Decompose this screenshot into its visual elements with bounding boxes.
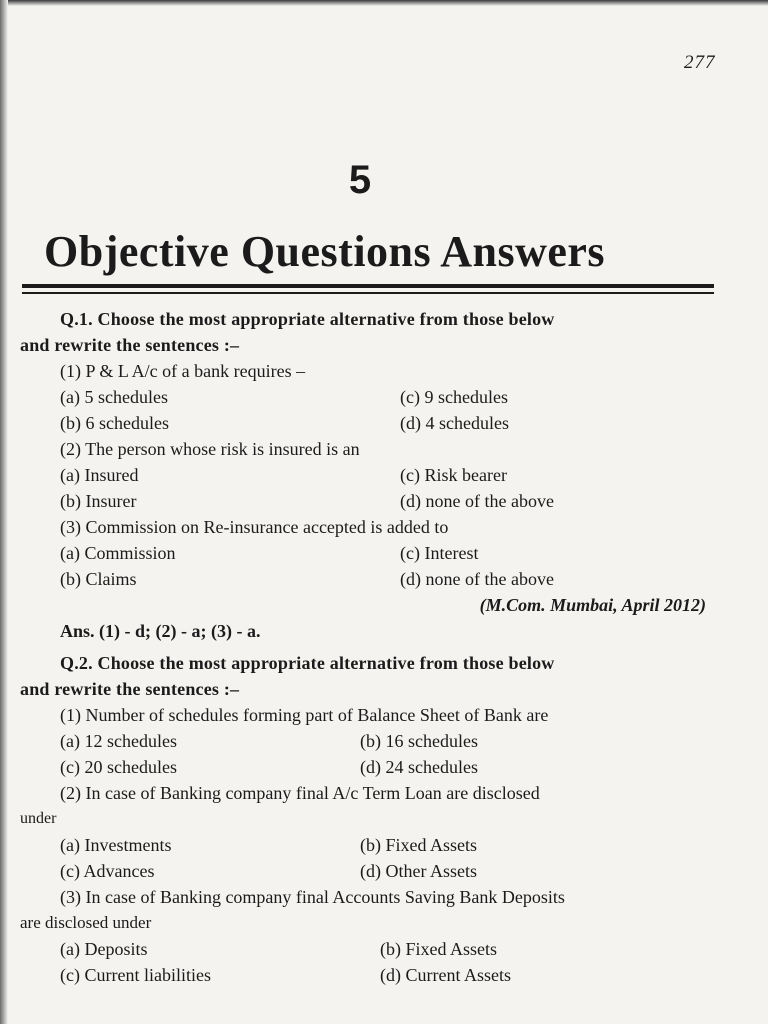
page-left-edge xyxy=(0,0,8,1024)
q2-heading xyxy=(20,650,710,702)
q1-heading-line1: Q.1. Choose the most appropriate alternative from those below xyxy=(60,309,555,329)
page-number: 277 xyxy=(684,52,716,73)
q1-item1-option-a: (a) 5 schedules xyxy=(60,387,168,407)
q2-item2-option-a: (a) Investments xyxy=(60,835,172,855)
chapter-number: 5 xyxy=(348,158,372,202)
title-rule-thick xyxy=(22,284,714,288)
q1-item3-option-b: (b) Claims xyxy=(60,569,137,589)
q1-item2-option-d: (d) none of the above xyxy=(400,491,554,511)
q2-item3-stem: (3) In case of Banking company final Accounts Saving Bank Deposits xyxy=(60,887,565,907)
q1-heading-line2: and rewrite the sentences :– xyxy=(20,335,240,355)
q2-item2-options-row2 xyxy=(20,858,710,884)
q2-item2-option-d: (d) Other Assets xyxy=(360,861,477,881)
q2-item1-option-d: (d) 24 schedules xyxy=(360,757,478,777)
q2-item2-options-row1 xyxy=(20,832,710,858)
q2-item3-option-b: (b) Fixed Assets xyxy=(380,939,497,959)
q2-item1-option-a: (a) 12 schedules xyxy=(60,731,177,751)
q1-item2-options-row2 xyxy=(20,488,710,514)
q2-item1-option-b: (b) 16 schedules xyxy=(360,731,478,751)
q1-item2-option-a: (a) Insured xyxy=(60,465,139,485)
q1-item2-option-c: (c) Risk bearer xyxy=(400,465,507,485)
q2-item2-option-b: (b) Fixed Assets xyxy=(360,835,477,855)
q1-source: (M.Com. Mumbai, April 2012) xyxy=(479,595,706,615)
q2-item2-option-c: (c) Advances xyxy=(60,861,155,881)
q1-item1-option-b: (b) 6 schedules xyxy=(60,413,169,433)
q2-heading-line1: Q.2. Choose the most appropriate alternative from those below xyxy=(60,653,555,673)
page-top-edge xyxy=(0,0,768,6)
q2-item1-stem: (1) Number of schedules forming part of Balance Sheet of Bank are xyxy=(60,705,549,725)
q1-item3-option-c: (c) Interest xyxy=(400,543,479,563)
questions-body xyxy=(20,306,710,988)
title-rule-thin xyxy=(22,292,714,294)
q1-item3-stem: (3) Commission on Re-insurance accepted is added to xyxy=(60,517,449,537)
q1-item3-option-d: (d) none of the above xyxy=(400,569,554,589)
q2-item1-option-c: (c) 20 schedules xyxy=(60,757,177,777)
q1-item3-options-row2 xyxy=(20,566,710,592)
q1-item1-options-row1 xyxy=(20,384,710,410)
q2-item1-options-row1 xyxy=(20,728,710,754)
q1-heading xyxy=(20,306,710,358)
q1-item2-stem: (2) The person whose risk is insured is an xyxy=(60,439,360,459)
q2-item3-option-c: (c) Current liabilities xyxy=(60,965,211,985)
q1-answer: Ans. (1) - d; (2) - a; (3) - a. xyxy=(60,621,261,641)
q2-item3-option-d: (d) Current Assets xyxy=(380,965,511,985)
q1-item1-stem: (1) P & L A/c of a bank requires – xyxy=(60,361,306,381)
q2-heading-line2: and rewrite the sentences :– xyxy=(20,679,240,699)
chapter-title: Objective Questions Answers xyxy=(44,227,606,276)
q2-item2-stem: (2) In case of Banking company final A/c Term Loan are disclosed xyxy=(60,783,540,803)
q1-item2-option-b: (b) Insurer xyxy=(60,491,137,511)
q1-item3-option-a: (a) Commission xyxy=(60,543,176,563)
q2-item3-options-row2 xyxy=(20,962,710,988)
q2-item1-options-row2 xyxy=(20,754,710,780)
q1-item1-option-c: (c) 9 schedules xyxy=(400,387,508,407)
q2-item3-option-a: (a) Deposits xyxy=(60,939,148,959)
q1-item3-options-row1 xyxy=(20,540,710,566)
q1-item2-options-row1 xyxy=(20,462,710,488)
q2-item2-stem-cont: under xyxy=(20,810,57,827)
q2-item3-options-row1 xyxy=(20,936,710,962)
q2-item3-stem-cont: are disclosed under xyxy=(20,913,152,932)
q1-item1-option-d: (d) 4 schedules xyxy=(400,413,509,433)
q1-item1-options-row2 xyxy=(20,410,710,436)
